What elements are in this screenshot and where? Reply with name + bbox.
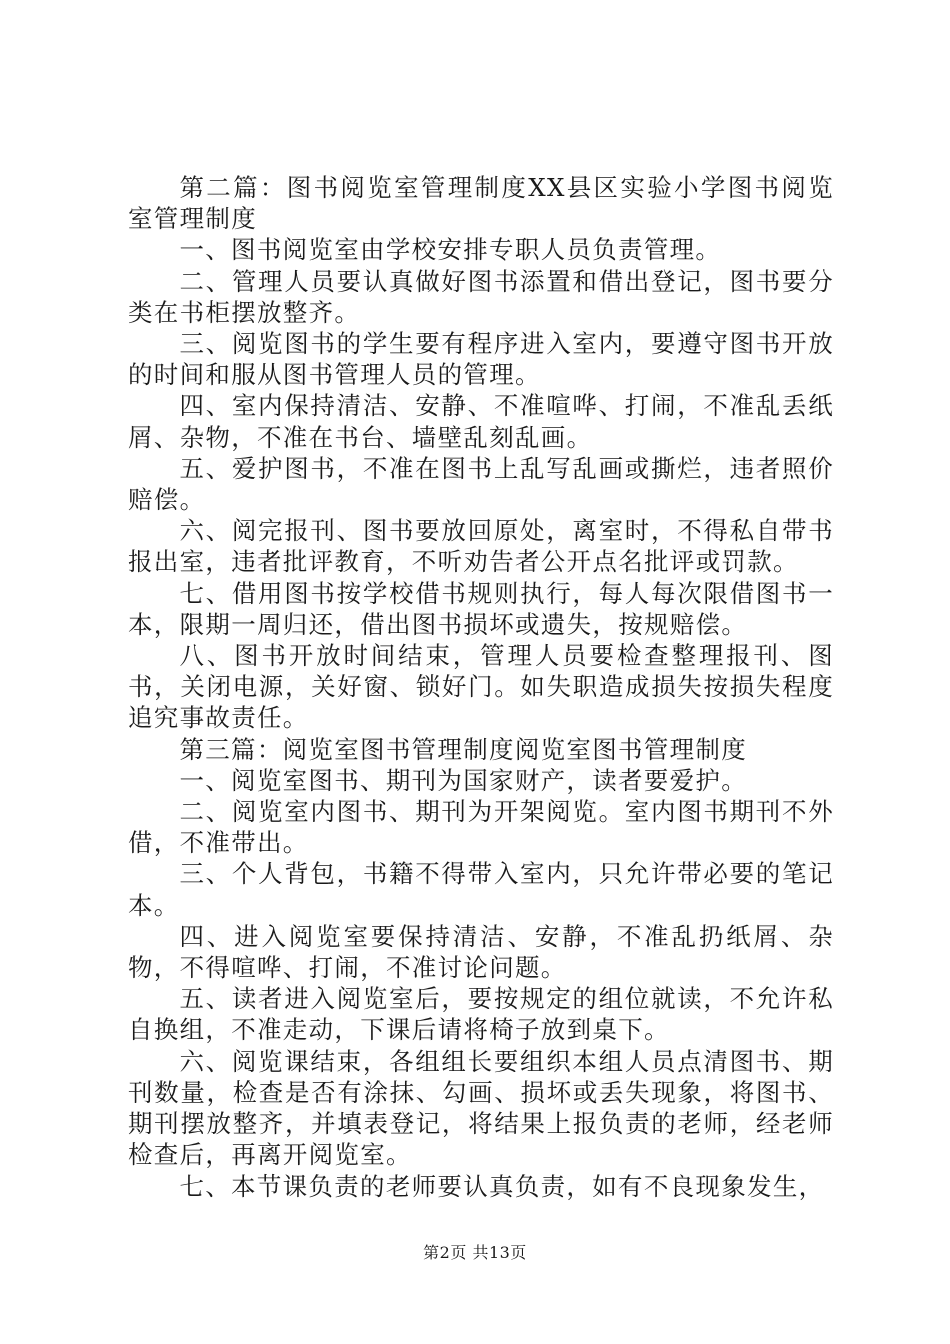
rule-paragraph: 六、阅完报刊、图书要放回原处，离室时，不得私自带书报出室，违者批评教育，不听劝告者公开点名批评或罚款。 bbox=[128, 516, 834, 577]
page-number-footer: 第2页 共13页 bbox=[423, 1243, 527, 1262]
heading-part-three: 第三篇：阅览室图书管理制度阅览室图书管理制度 bbox=[179, 734, 748, 764]
rule-paragraph: 七、本节课负责的老师要认真负责，如有不良现象发生， bbox=[179, 1171, 825, 1201]
document-body bbox=[128, 172, 834, 1202]
rule-paragraph: 三、阅览图书的学生要有程序进入室内，要遵守图书开放的时间和服从图书管理人员的管理。 bbox=[128, 329, 834, 390]
rule-paragraph: 一、图书阅览室由学校安排专职人员负责管理。 bbox=[179, 235, 722, 265]
rule-paragraph: 六、阅览课结束，各组组长要组织本组人员点清图书、期刊数量，检查是否有涂抹、勾画、损坏或丢失现象，将图书、期刊摆放整齐，并填表登记，将结果上报负责的老师，经老师检查后，再离开阅览室。 bbox=[128, 1046, 834, 1170]
rule-paragraph: 四、进入阅览室要保持清洁、安静，不准乱扔纸屑、杂物，不得喧哗、打闹，不准讨论问题。 bbox=[128, 921, 834, 983]
rule-paragraph: 一、阅览室图书、期刊为国家财产，读者要爱护。 bbox=[179, 765, 748, 795]
rule-paragraph: 八、图书开放时间结束，管理人员要检查整理报刊、图书，关闭电源，关好窗、锁好门。如失职造成损失按损失程度追究事故责任。 bbox=[128, 641, 834, 733]
rule-paragraph: 七、借用图书按学校借书规则执行，每人每次限借图书一本，限期一周归还，借出图书损坏或遗失，按规赔偿。 bbox=[128, 578, 834, 639]
rule-paragraph: 二、管理人员要认真做好图书添置和借出登记，图书要分类在书柜摆放整齐。 bbox=[128, 266, 834, 327]
rule-paragraph: 三、个人背包，书籍不得带入室内，只允许带必要的笔记本。 bbox=[128, 859, 834, 920]
rule-paragraph: 五、爱护图书，不准在图书上乱写乱画或撕烂，违者照价赔偿。 bbox=[128, 453, 834, 515]
rule-paragraph: 五、读者进入阅览室后，要按规定的组位就读，不允许私自换组，不准走动，下课后请将椅子放到桌下。 bbox=[128, 984, 834, 1045]
rule-paragraph: 四、室内保持清洁、安静、不准喧哗、打闹，不准乱丢纸屑、杂物，不准在书台、墙壁乱刻乱画。 bbox=[128, 391, 834, 452]
heading-part-two: 第二篇：图书阅览室管理制度XX县区实验小学图书阅览室管理制度 bbox=[128, 173, 834, 234]
rule-paragraph: 二、阅览室内图书、期刊为开架阅览。室内图书期刊不外借，不准带出。 bbox=[128, 797, 834, 858]
